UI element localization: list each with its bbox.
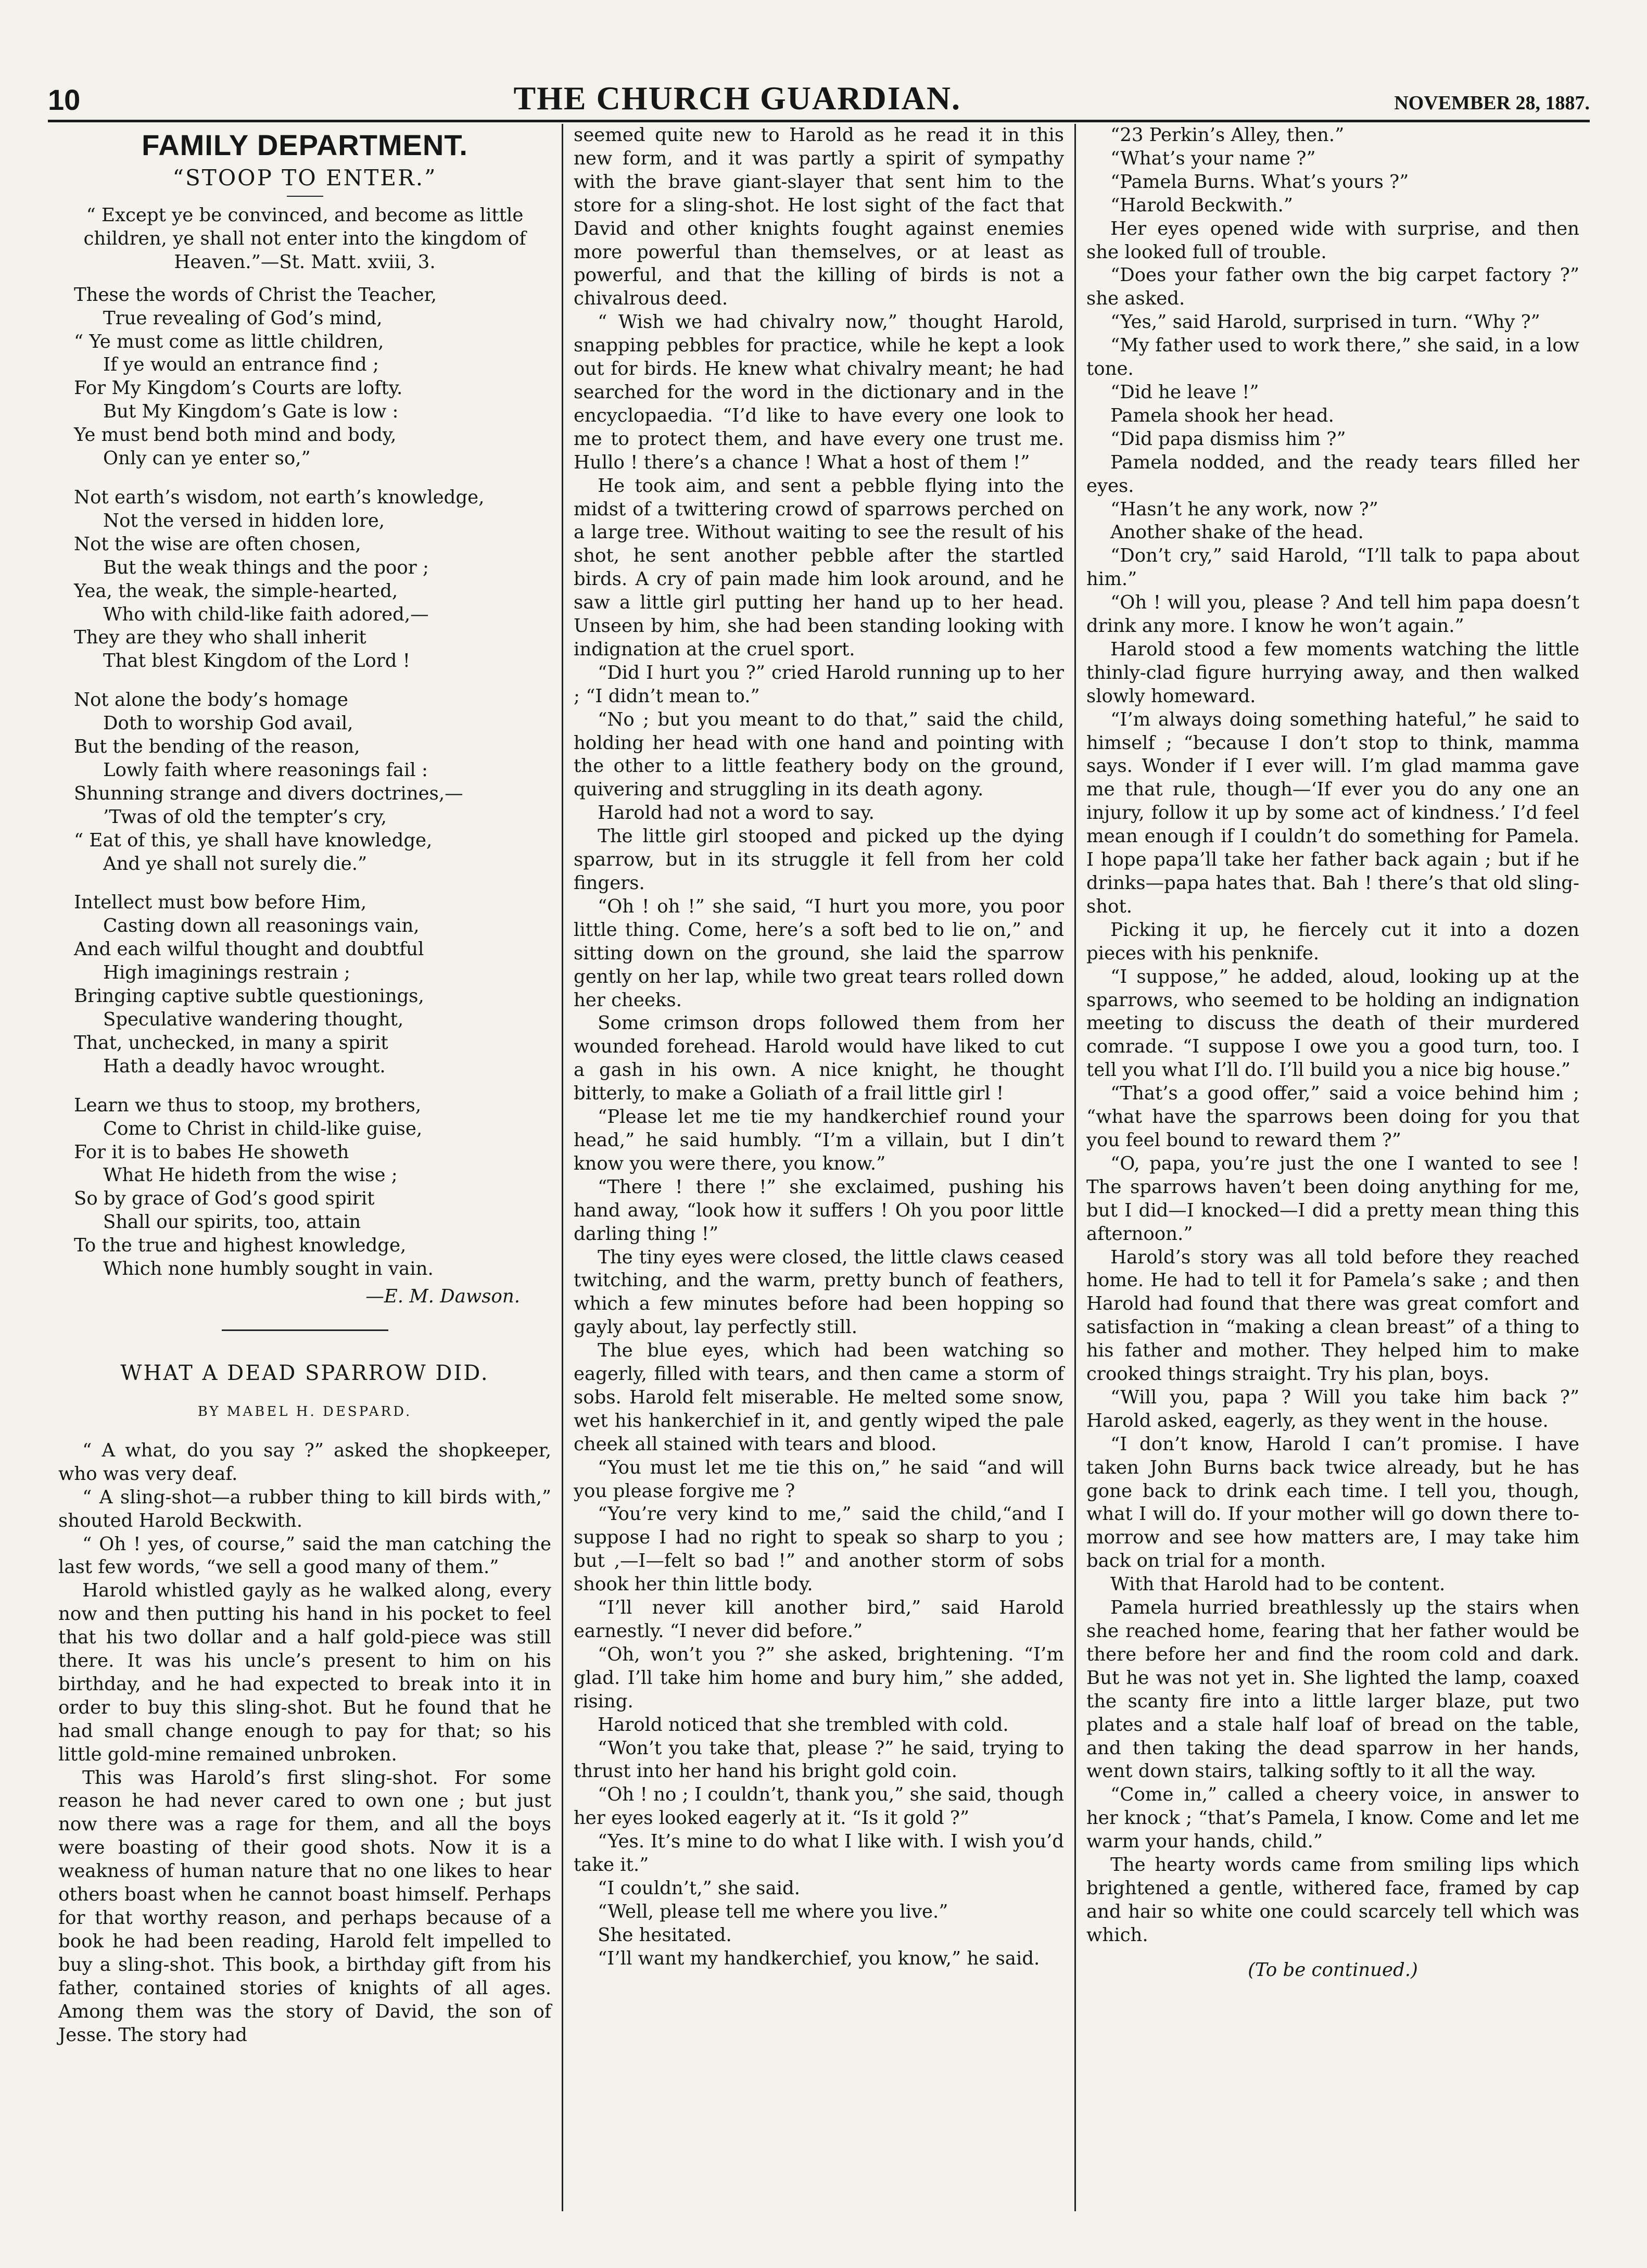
poem-line: Doth to worship God avail,	[103, 713, 353, 734]
story-paragraph: “My father used to work there,” she said, in a low tone.	[1086, 335, 1579, 380]
poem-line: Not alone the body’s homage	[74, 689, 348, 711]
story-paragraph: “I don’t know, Harold I can’t promise. I have taken John Burns back twice already, but he has gone back to drink each time. I tell you, though, what I will do. If your mother will go down there to-morrow and see how matters are, I may take him back on trial for a month.	[1086, 1433, 1579, 1572]
story-paragraph: “Don’t cry,” said Harold, “I’ll talk to papa about him.”	[1086, 545, 1579, 590]
poem-line: Learn we thus to stoop, my brothers,	[74, 1094, 422, 1116]
masthead	[48, 78, 1590, 122]
poem-line: Lowly faith where reasonings fail :	[103, 759, 428, 781]
poem-title: “STOOP TO ENTER.”	[172, 165, 437, 191]
poem-stanza	[74, 486, 551, 673]
poem-line: “ Ye must come as little children,	[74, 331, 384, 352]
story-paragraph: “Oh ! no ; I couldn’t, thank you,” she said, though her eyes looked eagerly at it. “Is it gold ?”	[574, 1784, 1064, 1829]
poem-line: Only can ye enter so,”	[103, 448, 311, 470]
story-paragraph: “23 Perkin’s Alley, then.”	[1110, 124, 1345, 146]
article-columns	[48, 124, 1590, 2211]
poem-stanza	[74, 1094, 551, 1281]
story-paragraph: “Oh ! oh !” she said, “I hurt you more, you poor little thing. Come, here’s a soft bed to lie on,” and sitting down on the ground, she laid the sparrow gently on her lap, while two great tears rolled down her cheeks.	[574, 895, 1064, 1011]
poem-line: For My Kingdom’s Courts are lofty.	[74, 377, 403, 399]
story-paragraph: “Hasn’t he any work, now ?”	[1110, 498, 1378, 520]
poem-line: That blest Kingdom of the Lord !	[103, 650, 411, 672]
story-paragraph: Picking it up, he fiercely cut it into a dozen pieces with his penknife.	[1086, 919, 1579, 964]
story-paragraph: “O, papa, you’re just the one I wanted to see ! The sparrows haven’t been doing anything for me, but I did—I knocked—I did a pretty mean thing this afternoon.”	[1086, 1152, 1579, 1245]
poem-stanza	[74, 891, 551, 1078]
section-divider	[222, 1329, 388, 1331]
story-paragraph: “I’ll never kill another bird,” said Harold earnestly. “I never did before.”	[574, 1597, 1064, 1642]
poem-signature: —E. M. Dawson.	[365, 1285, 520, 1307]
page-number: 10	[48, 83, 81, 116]
poem-line: Speculative wandering thought,	[103, 1009, 404, 1030]
story-paragraph: Another shake of the head.	[1110, 522, 1364, 543]
story-paragraph: “Won’t you take that, please ?” he said, trying to thrust into her hand his bright gold coin.	[574, 1737, 1064, 1782]
poem-line: But the weak things and the poor ;	[103, 556, 429, 578]
story-paragraph: The blue eyes, which had been watching so eagerly, filled with tears, and then came a storm of sobs. Harold felt miserable. He melted some snow, wet his hankerchief in it, and gently wiped the pale cheek all stained with tears and blood.	[574, 1340, 1064, 1455]
poem-line: These the words of Christ the Teacher,	[74, 284, 437, 306]
story-paragraph: “Yes. It’s mine to do what I like with. I wish you’d take it.”	[574, 1831, 1064, 1876]
story-paragraph: “Come in,” called a cheery voice, in answer to her knock ; “that’s Pamela, I know. Come and let me warm your hands, child.”	[1086, 1784, 1579, 1853]
story-paragraph: With that Harold had to be content.	[1110, 1574, 1446, 1595]
poem-line: And each wilful thought and doubtful	[74, 939, 424, 960]
story-paragraph: “Did he leave !”	[1110, 381, 1259, 403]
story-paragraph: “You must let me tie this on,” he said “and will you please forgive me ?	[574, 1456, 1064, 1502]
story-paragraph: This was Harold’s first sling-shot. For some reason he had never cared to own one ; but just now there was a rage for them, and all the boys were boasting of their good shots. Now it is a weakness of human nature that no one likes to hear others boast when he cannot boast himself. Perhaps for that worthy reason, and perhaps because of a book he had been reading, Harold felt impelled to buy a sling-shot. This book, a birthday gift from his father, contained stories of knights of all ages. Among them was the story of David, the son of Jesse. The story had	[58, 1767, 551, 2046]
story-paragraph: “What’s your name ?”	[1110, 147, 1316, 169]
story-paragraph: “Will you, papa ? Will you take him back ?” Harold asked, eagerly, as they went in the house.	[1086, 1386, 1579, 1431]
poem-line: Not earth’s wisdom, not earth’s knowledge,	[74, 486, 485, 508]
story-paragraph: Her eyes opened wide with surprise, and then she looked full of trouble.	[1086, 218, 1579, 263]
poem-epigraph: “ Except ye be convinced, and become as little children, ye shall not enter into the kingdom of Heaven.”—St. Matt. xviii, 3.	[83, 205, 526, 273]
publication-title: THE CHURCH GUARDIAN.	[513, 80, 961, 117]
story-paragraph: seemed quite new to Harold as he read it in this new form, and it was partly a spirit of sympathy with the brave giant-slayer that sent him to the store for a sling-shot. He lost sight of the fact that David and other knights fought against enemies more powerful than themselves, or at least as powerful, and that the killing of birds is not a chivalrous deed.	[574, 124, 1064, 310]
story-paragraph: Pamela hurried breathlessly up the stairs when she reached home, fearing that her father would be there before her and find the room cold and dark. But he was not yet in. She lighted the lamp, coaxed the scanty fire into a little larger blaze, put two plates and a stale half loaf of bread on the table, and then taking the dead sparrow in her hands, went down stairs, talking softly to it all the way.	[1086, 1597, 1579, 1782]
story-paragraph: “I suppose,” he added, aloud, looking up at the sparrows, who seemed to be holding an indignation meeting to discuss the death of their murdered comrade. “I suppose I owe you a good turn, too. I tell you what I’ll do. I’ll build you a nice big house.”	[1086, 966, 1579, 1081]
story-paragraph: “Oh ! will you, please ? And tell him papa doesn’t drink any more. I know he won’t again.”	[1086, 592, 1579, 637]
poem-line: But the bending of the reason,	[74, 736, 360, 758]
poem-stanza	[74, 284, 551, 471]
story-paragraph: “Did papa dismiss him ?”	[1110, 428, 1346, 450]
story-paragraph: The tiny eyes were closed, the little claws ceased twitching, and the warm, pretty bunch of feathers, which a few minutes before had been hopping so gayly about, lay perfectly still.	[574, 1246, 1064, 1338]
poem-line: ’Twas of old the tempter’s cry,	[103, 806, 387, 828]
title-dash	[287, 196, 323, 197]
story-paragraph: She hesitated.	[598, 1924, 732, 1946]
poem-line: Who with child-like faith adored,—	[103, 603, 429, 625]
story-paragraph: “Please let me tie my handkerchief round your head,” he said humbly. “I’m a villain, but I din’t know you were there, you know.”	[574, 1106, 1064, 1174]
poem-line: Shunning strange and divers doctrines,—	[74, 782, 463, 804]
story-paragraph: “Does your father own the big carpet factory ?” she asked.	[1086, 264, 1579, 310]
poem-line: But My Kingdom’s Gate is low :	[103, 401, 399, 423]
story-paragraph: “Well, please tell me where you live.”	[598, 1900, 948, 1922]
issue-date: NOVEMBER 28, 1887.	[1394, 92, 1590, 114]
poem-line: Not the versed in hidden lore,	[103, 510, 385, 531]
story-paragraph: “Did I hurt you ?” cried Harold running up to her ; “I didn’t mean to.”	[574, 662, 1064, 707]
story-paragraph: “Pamela Burns. What’s yours ?”	[1110, 171, 1409, 193]
poem-line: Yea, the weak, the simple-hearted,	[74, 580, 398, 602]
story-paragraph: “ A sling-shot—a rubber thing to kill birds with,” shouted Harold Beckwith.	[58, 1486, 551, 1531]
story-column-3	[1086, 124, 1579, 1947]
story-paragraph: Pamela shook her head.	[1110, 404, 1334, 426]
story-paragraph: “Oh, won’t you ?” she asked, brightening. “I’m glad. I’ll take him home and bury him,” she added, rising.	[574, 1643, 1064, 1712]
column-3	[1076, 124, 1590, 2211]
poem-line: Not the wise are often chosen,	[74, 533, 361, 555]
poem-line: Ye must bend both mind and body,	[74, 424, 397, 446]
poem-line: For it is to babes He showeth	[74, 1141, 349, 1163]
story-paragraph: The little girl stooped and picked up the dying sparrow, but in its struggle it fell from her cold fingers.	[574, 826, 1064, 894]
column-2	[563, 124, 1076, 2211]
poem-line: Intellect must bow before Him,	[74, 892, 367, 914]
story-paragraph: Harold had not a word to say.	[598, 802, 875, 824]
column-1	[48, 124, 563, 2211]
poem-line: If ye would an entrance find ;	[103, 354, 379, 376]
poem-line: What He hideth from the wise ;	[103, 1164, 398, 1186]
story-paragraph: “I’ll want my handkerchief, you know,” he said.	[598, 1947, 1040, 1969]
story-paragraph: “There ! there !” she exclaimed, pushing his hand away, “look how it suffers ! Oh you poor little darling thing !”	[574, 1176, 1064, 1245]
poem-line: Shall our spirits, too, attain	[103, 1211, 361, 1233]
story-paragraph: Harold stood a few moments watching the little thinly-clad figure hurrying away, and then walked slowly homeward.	[1086, 638, 1579, 707]
story-column-1	[58, 1439, 551, 2047]
poem-line: Casting down all reasonings vain,	[103, 915, 420, 937]
poem-line: That, unchecked, in many a spirit	[74, 1032, 388, 1054]
story-paragraph: “I couldn’t,” she said.	[598, 1877, 801, 1899]
poem-line: They are they who shall inherit	[74, 627, 366, 649]
story-paragraph: “ Wish we had chivalry now,” thought Harold, snapping pebbles for practice, while he kept a look out for birds. He knew what chivalry meant; he had searched for the word in the dictionary and in the encyclopaedia. “I’d like to have every one look to me to protect them, and have every one trust me. Hullo ! there’s a chance ! What a host of them !”	[574, 311, 1064, 473]
story-paragraph: Pamela nodded, and the ready tears filled her eyes.	[1086, 451, 1579, 497]
story-paragraph: Harold’s story was all told before they reached home. He had to tell it for Pamela’s sake ; and then Harold had found that there was great comfort and satisfaction in “making a clean breast” of a thing to his father and mother. They helped him to make crooked things straight. Try his plan, boys.	[1086, 1246, 1579, 1385]
story-column-2	[574, 124, 1064, 1971]
poem-body	[58, 284, 551, 1281]
story-paragraph: Some crimson drops followed them from her wounded forehead. Harold would have liked to cut a gash in his own. A nice knight, he thought bitterly, to make a Goliath of a frail little girl !	[574, 1012, 1064, 1105]
story-paragraph: “Yes,” said Harold, surprised in turn. “Why ?”	[1110, 311, 1540, 333]
poem-line: Hath a deadly havoc wrought.	[103, 1055, 386, 1077]
story-title: WHAT A DEAD SPARROW DID.	[120, 1361, 489, 1385]
poem-line: To the true and highest knowledge,	[74, 1235, 407, 1257]
story-paragraph: “I’m always doing something hateful,” he said to himself ; “because I don’t stop to think, mamma says. Wonder if I ever will. I’m glad mamma gave me that rule, though—‘If ever you do any one an injury, follow it up by some act of kindness.’ I’d feel mean enough if I couldn’t do something for Pamela. I hope papa’ll take her father back again ; but if he drinks—papa hates that. Bah ! there’s that old sling-shot.	[1086, 708, 1579, 917]
poem-line: And ye shall not surely die.”	[103, 853, 368, 875]
poem-line: “ Eat of this, ye shall have knowledge,	[74, 829, 433, 851]
poem-stanza	[74, 689, 551, 876]
story-paragraph: “ Oh ! yes, of course,” said the man catching the last few words, “we sell a good many of them.”	[58, 1533, 551, 1578]
story-paragraph: Harold noticed that she trembled with cold.	[598, 1714, 1009, 1735]
poem-line: True revealing of God’s mind,	[103, 307, 383, 329]
story-paragraph: He took aim, and sent a pebble flying into the midst of a twittering crowd of sparrows perched on a large tree. Without waiting to see the result of his shot, he sent another pebble after the startled birds. A cry of pain made him look around, and he saw a little girl putting her hand up to her head. Unseen by him, she had been standing looking with indignation at the cruel sport.	[574, 475, 1064, 660]
story-paragraph: Harold whistled gayly as he walked along, every now and then putting his hand in his pocket to feel that his two dollar and a half gold-piece was still there. It was his uncle’s present to him on his birthday, and he had expected to break into it in order to buy this sling-shot. But he found that he had small change enough to pay for that; so his little gold-mine remained unbroken.	[58, 1580, 551, 1765]
story-paragraph: “ A what, do you say ?” asked the shopkeeper, who was very deaf.	[58, 1439, 551, 1485]
story-paragraph: The hearty words came from smiling lips which brightened a gentle, withered face, framed by cap and hair so white one could scarcely tell which was which.	[1086, 1854, 1579, 1946]
to-be-continued: (To be continued.)	[1248, 1959, 1418, 1981]
story-byline: BY MABEL H. DESPARD.	[197, 1403, 412, 1420]
poem-line: Bringing captive subtle questionings,	[74, 985, 424, 1007]
story-paragraph: “You’re very kind to me,” said the child,“and I suppose I had no right to speak so sharp to you ; but ,—I—felt so bad !” and another storm of sobs shook her thin little body.	[574, 1503, 1064, 1595]
department-heading: FAMILY DEPARTMENT.	[142, 129, 468, 161]
story-paragraph: “Harold Beckwith.”	[1110, 194, 1293, 216]
story-paragraph: “That’s a good offer,” said a voice behind him ; “what have the sparrows been doing for you that you feel bound to reward them ?”	[1086, 1083, 1579, 1151]
poem-line: Which none humbly sought in vain.	[103, 1258, 434, 1280]
poem-line: So by grace of God’s good spirit	[74, 1188, 375, 1210]
poem-line: Come to Christ in child-like guise,	[103, 1118, 423, 1139]
story-paragraph: “No ; but you meant to do that,” said the child, holding her head with one hand and pointing with the other to a little feathery body on the ground, quivering and struggling in its death agony.	[574, 708, 1064, 801]
poem-line: High imaginings restrain ;	[103, 962, 350, 984]
